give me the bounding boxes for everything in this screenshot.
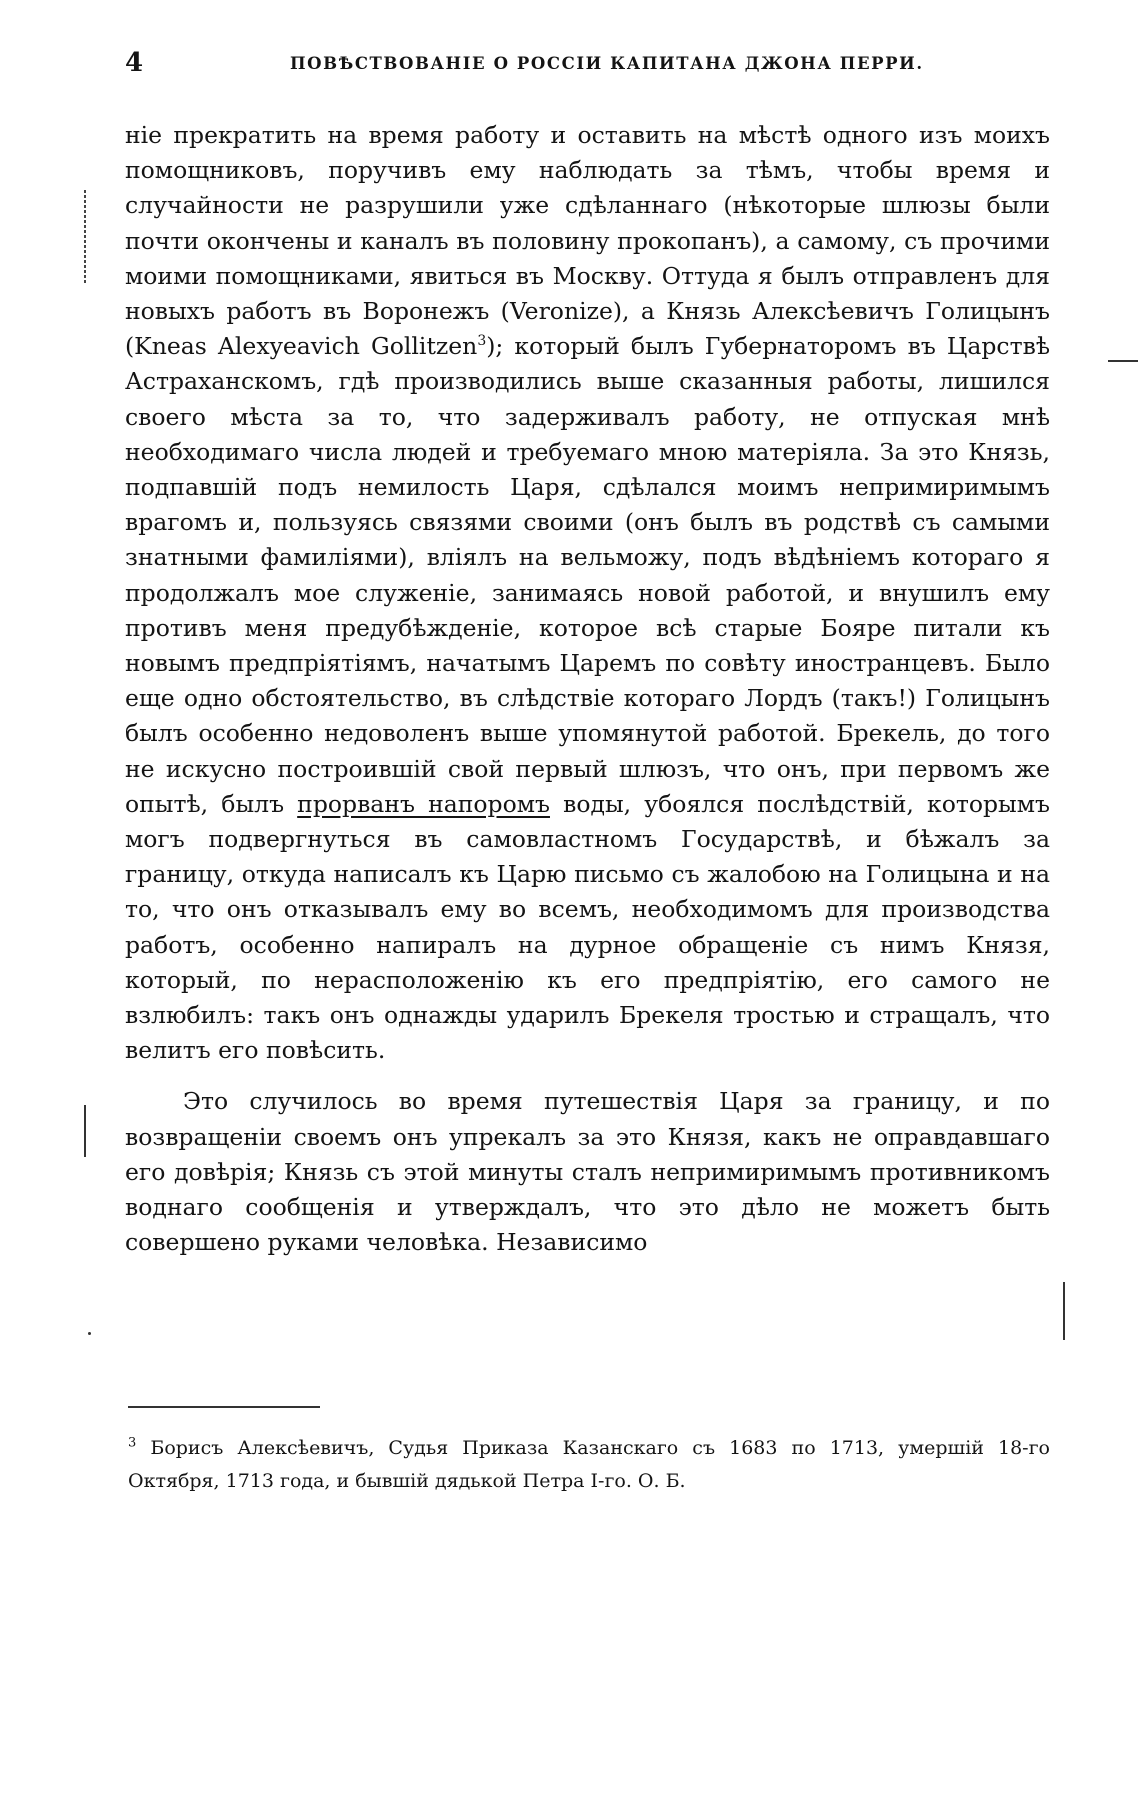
- margin-mark-bracket-left: [84, 1105, 86, 1157]
- page-number: 4: [125, 48, 144, 78]
- paragraph-2: Это случилось во время путешествія Царя за границу, и по возвращеніи своемъ онъ упрекалъ за это Князя, какъ не оправдавшаго его довѣрія; Князь съ этой минуты сталъ непримиримымъ противникомъ воднаго сообщенія и утверждалъ, что это дѣло не можетъ быть совершено руками человѣка. Независимо: [125, 1087, 1050, 1257]
- footnote-number: 3: [128, 1435, 137, 1451]
- running-title: ПОВѢСТВОВАНІЕ О РОССІИ КАПИТАНА ДЖОНА ПЕРРИ.: [290, 54, 924, 73]
- margin-mark-dotted: [84, 190, 86, 285]
- paragraph-1-part-c: воды, убоялся послѣдствій, которымъ могъ подвергнуться въ самовластномъ Государствѣ, и бѣжалъ за границу, откуда написалъ къ Царю письмо съ жалобою на Голицына и на то, что онъ отказывалъ ему во всемъ, необходимомъ для производства работъ, особенно напиралъ на дурное обращеніе съ нимъ Князя, который, по нерасположенію къ его предпріятію, его самого не взлюбилъ: такъ онъ однажды ударилъ Брекеля тростью и стращалъ, что велитъ его повѣсить.: [125, 789, 1050, 1065]
- margin-mark-bracket-right: [1063, 1282, 1065, 1340]
- footnote: [128, 1432, 1050, 1498]
- paragraph-1: [125, 118, 1050, 1068]
- footnote-text: Борисъ Алексѣевичъ, Судья Приказа Казанскаго съ 1683 по 1713, умершій 18-го Октября, 1713 года, и бывшій дядькой Петра I-го. О. Б.: [128, 1437, 1050, 1492]
- main-text: [125, 118, 1050, 1261]
- paragraph-1-part-a: ніе прекратить на время работу и оставить на мѣстѣ одного изъ моихъ помощниковъ, поручивъ ему наблюдать за тѣмъ, чтобы время и случайности не разрушили уже сдѣланнаго (нѣкоторые шлюзы были почти окончены и каналъ въ половину прокопанъ), а самому, съ прочими моими помощниками, явиться въ Москву. Оттуда я былъ отправленъ для новыхъ работъ въ Воронежъ (Veronize), а Князь Алексѣевичъ Голицынъ (Kneas Alexyeavich Gollitzen: [125, 121, 1050, 361]
- paragraph-1-part-b: ); который былъ Губернаторомъ въ Царствѣ Астраханскомъ, гдѣ производились выше сказанныя работы, лишился своего мѣста за то, что задерживалъ работу, не отпуская мнѣ необходимаго числа людей и требуемаго мною матеріяла. За это Князь, подпавшій подъ немилость Царя, сдѣлался моимъ непримиримымъ врагомъ и, пользуясь связями своими (онъ былъ въ родствѣ съ самыми знатными фамиліями), вліялъ на вельможу, подъ вѣдѣніемъ котораго я продолжалъ мое служеніе, занимаясь новой работой, и внушилъ ему противъ меня предубѣжденіе, которое всѣ старые Бояре питали къ новымъ предпріятіямъ, начатымъ Царемъ по совѣту иностранцевъ. Было еще одно обстоятельство, въ слѣдствіе котораго Лордъ (такъ!) Голицынъ былъ особенно недоволенъ выше упомянутой работой. Брекель, до того не искусно построившій свой первый шлюзъ, что онъ, при первомъ же опытѣ, былъ: [125, 332, 1050, 818]
- footnote-reference: 3: [477, 333, 487, 350]
- underlined-phrase: прорванъ напоромъ: [297, 789, 550, 818]
- page-header: [125, 48, 1050, 84]
- margin-mark-dot: [88, 1332, 91, 1335]
- margin-mark-dash: [1108, 360, 1138, 362]
- footnote-divider: [128, 1406, 320, 1408]
